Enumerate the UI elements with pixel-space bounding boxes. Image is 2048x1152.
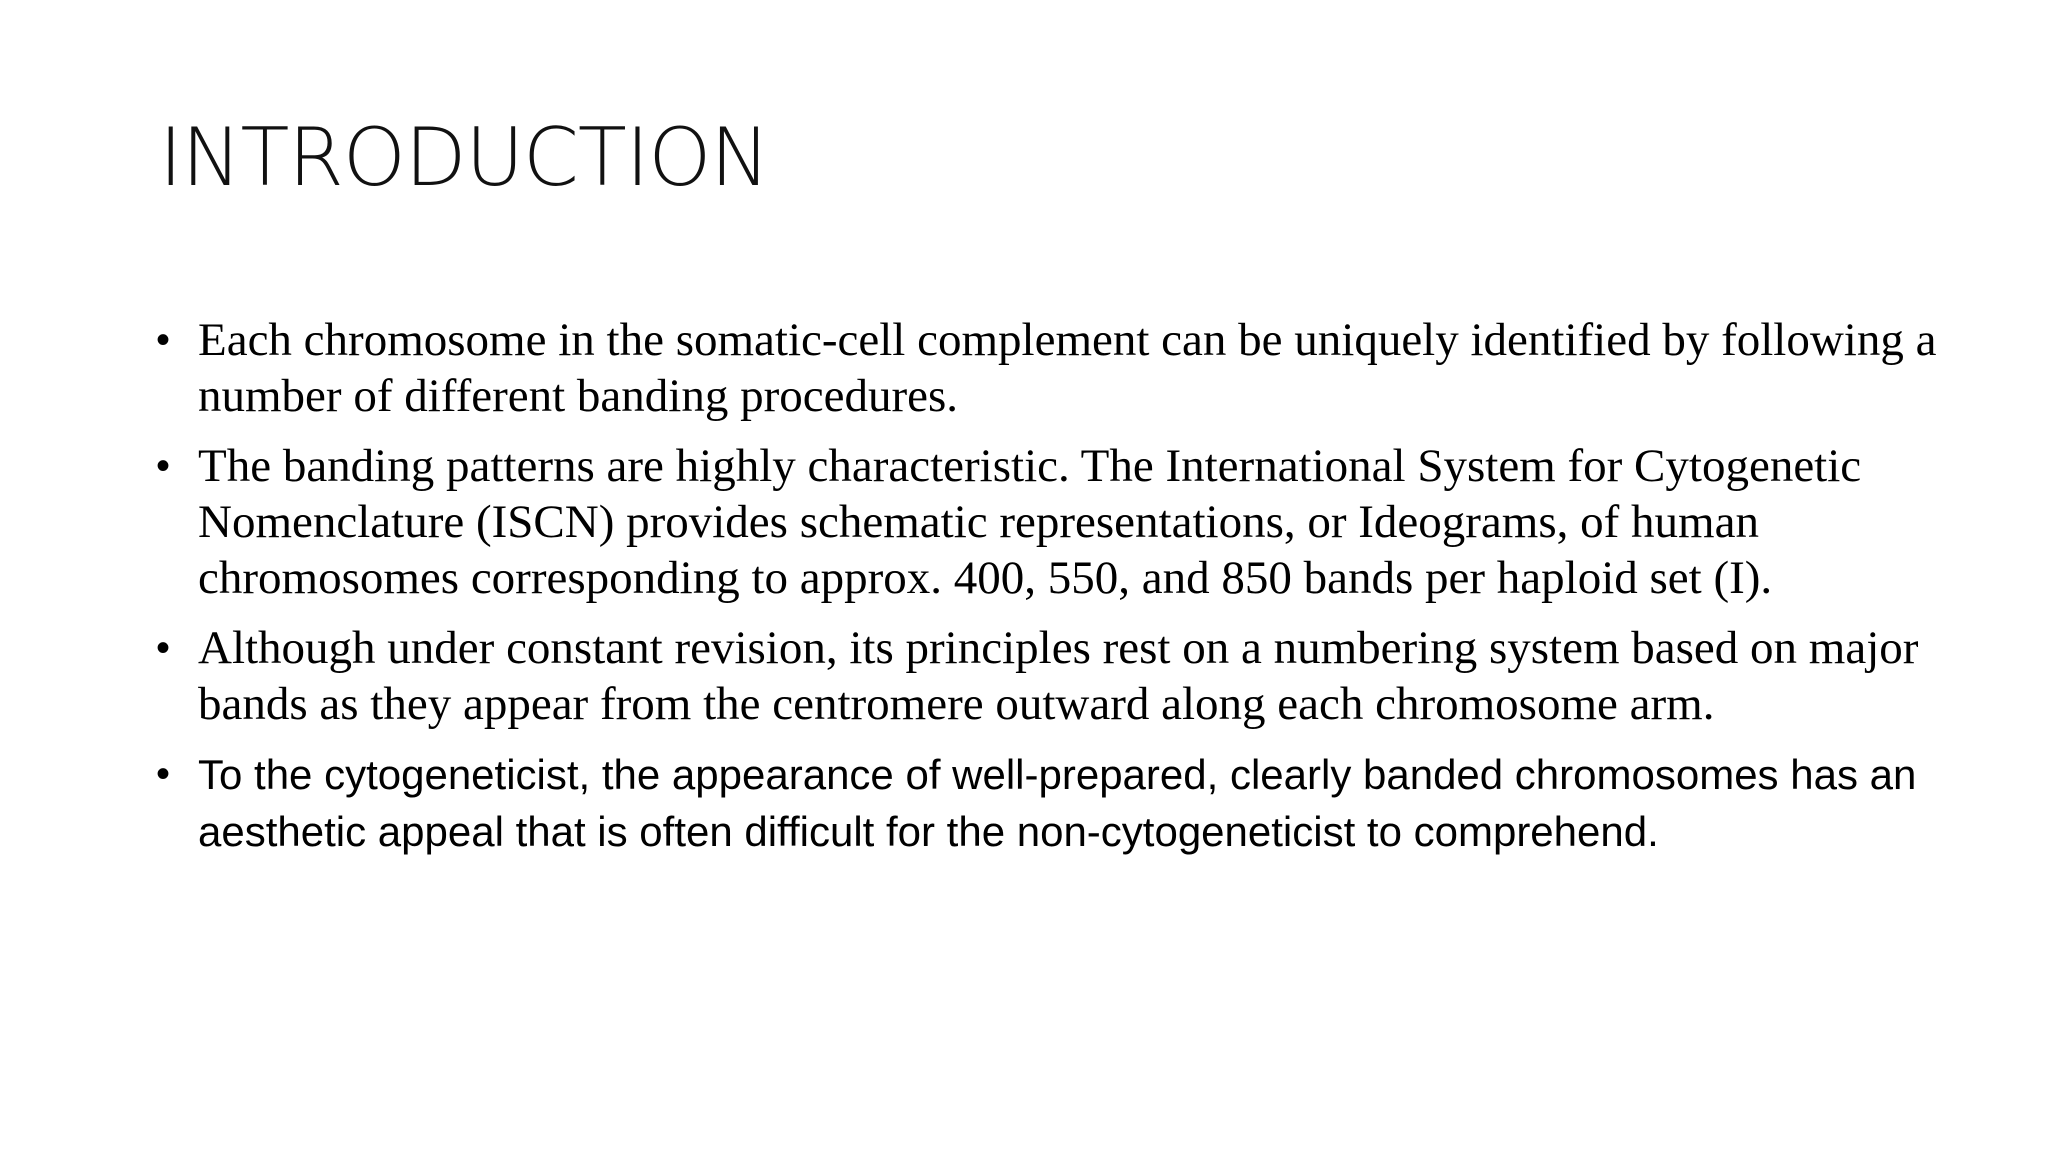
slide-title: INTRODUCTION (159, 111, 770, 204)
bullet-dot-icon: • (156, 444, 171, 488)
bullet-item-1 (150, 312, 2010, 424)
bullet-dot-icon: • (156, 752, 171, 796)
bullet-item-4 (150, 746, 2010, 860)
bullet-dot-icon: • (156, 318, 171, 362)
bullet-dot-icon: • (156, 626, 171, 670)
bullet-item-2 (150, 438, 2010, 606)
bullet-list (150, 312, 2010, 874)
bullet-item-3 (150, 620, 2010, 732)
bullet-text: Although under constant revision, its principles rest on a numbering system based on major bands as they appear from the centromere outward along each chromosome arm. (198, 622, 1919, 730)
bullet-text: The banding patterns are highly characteristic. The International System for Cytogenetic Nomenclature (ISCN) provides schematic representations, or Ideograms, of human chromosomes corresponding to approx. 400, 550, and 850 bands per haploid set (I). (198, 440, 1862, 604)
bullet-text: To the cytogeneticist, the appearance of well-prepared, clearly banded chromosomes has an aesthetic appeal that is often difficult for the non-cytogeneticist to comprehend. (198, 751, 1917, 855)
bullet-text: Each chromosome in the somatic-cell complement can be uniquely identified by following a number of different banding procedures. (198, 314, 1937, 422)
